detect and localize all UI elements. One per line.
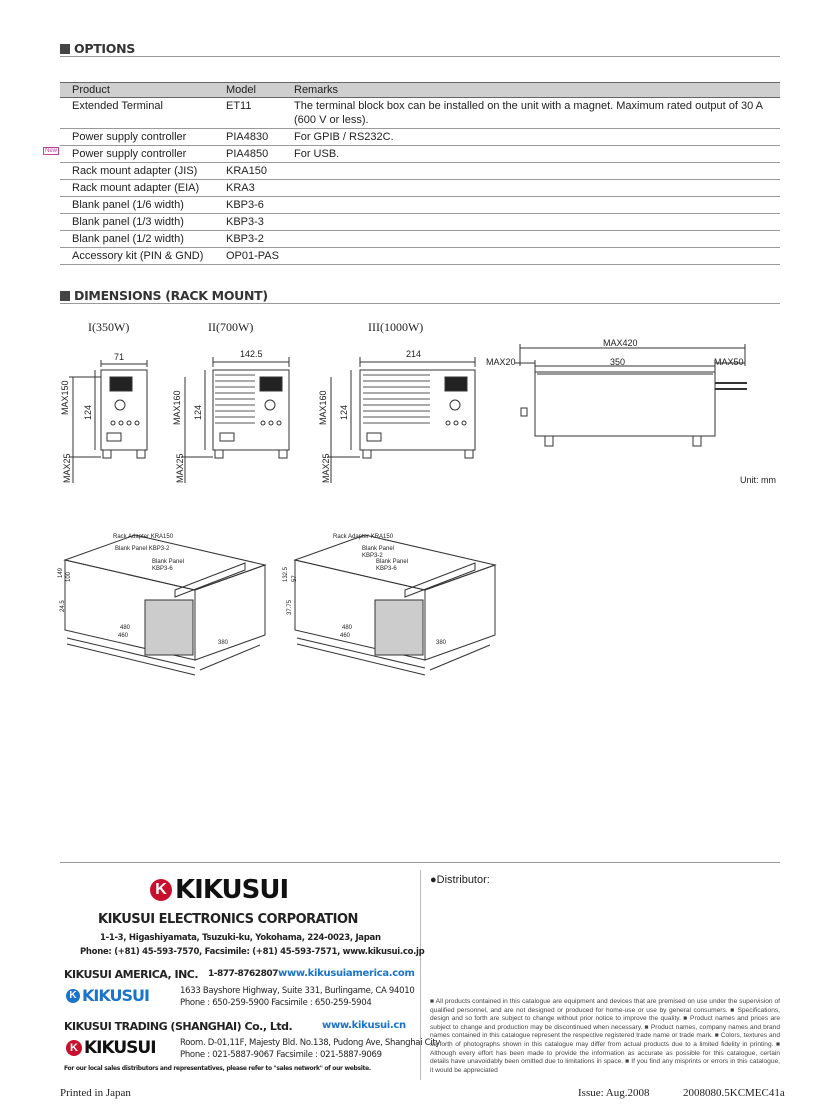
rack2-blank2-label: Blank Panel bbox=[362, 546, 395, 552]
catalogue-code: 2008080.5KCMEC41a bbox=[683, 1087, 785, 1099]
max160-type3: MAX160 bbox=[318, 390, 328, 425]
rack2-blank6-label: Blank Panel bbox=[376, 559, 409, 565]
options-table bbox=[60, 82, 780, 265]
america-logo bbox=[66, 986, 149, 1005]
cell-model: KRA150 bbox=[222, 163, 294, 180]
header-model: Model bbox=[222, 83, 294, 98]
cell-model: KRA3 bbox=[222, 180, 294, 197]
rack1-depth: 380 bbox=[218, 640, 229, 646]
america-name: KIKUSUI AMERICA, INC. bbox=[64, 968, 199, 981]
cell-model: KBP3-2 bbox=[222, 231, 294, 248]
cell-model: OP01-PAS bbox=[222, 248, 294, 265]
max50-label: MAX50 bbox=[714, 357, 744, 367]
cell-product: Blank panel (1/3 width) bbox=[60, 214, 222, 231]
max150-label: MAX150 bbox=[60, 380, 70, 415]
table-row bbox=[60, 98, 780, 129]
rack2-adapter-label: Rack Adapter KRA150 bbox=[333, 534, 394, 540]
rack2-width: 480 bbox=[342, 625, 353, 631]
cell-remarks bbox=[294, 248, 780, 265]
disclaimer-text: ■ All products contained in this catalogue are equipment and devices that are premised on use under the supervision of qualified personnel, and are not designed or produced for home-use or use by general consumers. ■ Specifications, design and so forth are subject to change without prior notice to improve the quality. ■ Product names and prices are subject to change and production may be discontinued when necessary. ■ Product names, company names and brand names contained in this catalogue represent the respective registered trade name or trade mark. ■ Colors, textures and so forth of photographs shown in this catalogue may differ from actual products due to a limited fidelity in printing. ■ Although every effort has been made to provide the information as accurate as possible for this catalogue, certain details have unavoidably been omitted due to limitations in space. ■ If you find any misprints or errors in this catalogue, it would be appreciated bbox=[430, 998, 780, 1074]
shanghai-phone: Phone : 021-5887-9067 Facsimile : 021-5887-9069 bbox=[180, 1050, 382, 1060]
cell-product: Rack mount adapter (EIA) bbox=[60, 180, 222, 197]
unit-label: Unit: mm bbox=[740, 475, 776, 485]
dimensions-title bbox=[60, 288, 268, 303]
side-view-drawing bbox=[515, 338, 785, 453]
cell-remarks bbox=[294, 231, 780, 248]
cell-product: Power supply controller bbox=[60, 146, 222, 163]
bullet-square-icon bbox=[60, 44, 70, 54]
cell-remarks bbox=[294, 163, 780, 180]
shanghai-logo bbox=[66, 1038, 156, 1058]
shanghai-k-icon: K bbox=[66, 1040, 82, 1056]
max25-type2: MAX25 bbox=[175, 453, 185, 483]
cell-product: Accessory kit (PIN & GND) bbox=[60, 248, 222, 265]
width-type3: 214 bbox=[406, 349, 422, 359]
rack2-blank2-model: KBP3-2 bbox=[362, 553, 383, 559]
rack2-height: 132.5 bbox=[283, 566, 289, 582]
bullet-square-icon bbox=[60, 291, 70, 301]
kikusui-logo-text: KIKUSUI bbox=[175, 875, 289, 905]
rack1-height: 149 bbox=[58, 567, 64, 578]
table-row bbox=[60, 197, 780, 214]
h124-type2: 124 bbox=[193, 404, 203, 420]
kikusui-logo bbox=[150, 875, 288, 905]
table-row bbox=[60, 214, 780, 231]
table-row bbox=[60, 180, 780, 197]
max420-label: MAX420 bbox=[603, 338, 638, 348]
dimensions-title-text: DIMENSIONS (RACK MOUNT) bbox=[74, 288, 268, 303]
cell-model: KBP3-6 bbox=[222, 197, 294, 214]
table-row bbox=[60, 129, 780, 146]
table-header bbox=[60, 83, 780, 98]
cell-model: ET11 bbox=[222, 98, 294, 129]
options-title bbox=[60, 41, 135, 56]
max25-type1: MAX25 bbox=[62, 453, 72, 483]
america-tel: 1-877-8762807 bbox=[208, 969, 278, 979]
shanghai-web-link[interactable]: www.kikusui.cn bbox=[322, 1020, 406, 1031]
rack1-blank2-label: Blank Panel KBP3-2 bbox=[115, 546, 170, 552]
max160-type2: MAX160 bbox=[172, 390, 182, 425]
cell-remarks bbox=[294, 197, 780, 214]
rack1-blank6-label: Blank Panel bbox=[152, 559, 185, 565]
max25-type3: MAX25 bbox=[321, 453, 331, 483]
america-phone: Phone : 650-259-5900 Facsimile : 650-259-5904 bbox=[180, 998, 372, 1008]
issue-date: Issue: Aug.2008 bbox=[578, 1087, 650, 1099]
width-type2: 142.5 bbox=[240, 349, 263, 359]
rack2-blank6-model: KBP3-6 bbox=[376, 566, 397, 572]
rack1-height3: 24.5 bbox=[60, 600, 66, 612]
table-row bbox=[60, 163, 780, 180]
h124-type3: 124 bbox=[339, 404, 349, 420]
kikusui-k-icon: K bbox=[150, 879, 172, 901]
shanghai-address: Room. D-01,11F, Majesty Bld. No.138, Pudong Ave, Shanghai City bbox=[180, 1038, 441, 1048]
footer-divider bbox=[420, 870, 421, 1080]
distributor-label: ●Distributor: bbox=[430, 874, 490, 886]
rack2-depth: 380 bbox=[436, 640, 447, 646]
options-title-text: OPTIONS bbox=[74, 41, 135, 56]
max20-label: MAX20 bbox=[486, 357, 516, 367]
sales-network-note: For our local sales distributors and representatives, please refer to "sales network" of our website. bbox=[64, 1065, 371, 1072]
h124-type1: 124 bbox=[83, 404, 93, 420]
table-row bbox=[60, 146, 780, 163]
header-remarks: Remarks bbox=[294, 83, 780, 98]
cell-remarks bbox=[294, 180, 780, 197]
cell-product: Blank panel (1/6 width) bbox=[60, 197, 222, 214]
cell-remarks: For USB. bbox=[294, 146, 780, 163]
depth350-label: 350 bbox=[610, 357, 626, 367]
cell-remarks bbox=[294, 214, 780, 231]
america-address: 1633 Bayshore Highway, Suite 331, Burlingame, CA 94010 bbox=[180, 986, 415, 996]
rack2-height3: 37.75 bbox=[287, 599, 293, 615]
footer-rule bbox=[60, 862, 780, 863]
cell-product: Rack mount adapter (JIS) bbox=[60, 163, 222, 180]
width-type1: 71 bbox=[114, 352, 125, 362]
rack-mount-drawings bbox=[55, 530, 505, 680]
type2-label: II(700W) bbox=[208, 320, 254, 334]
table-row bbox=[60, 248, 780, 265]
table-row bbox=[60, 231, 780, 248]
rack1-width: 480 bbox=[120, 625, 131, 631]
cell-product: Blank panel (1/2 width) bbox=[60, 231, 222, 248]
corp-address: 1-1-3, Higashiyamata, Tsuzuki-ku, Yokohama, 224-0023, Japan bbox=[100, 933, 381, 943]
options-rule bbox=[60, 56, 780, 57]
cell-model: PIA4850 bbox=[222, 146, 294, 163]
america-k-icon: K bbox=[66, 989, 80, 1003]
shanghai-name: KIKUSUI TRADING (SHANGHAI) Co., Ltd. bbox=[64, 1020, 293, 1033]
rack2-width2: 460 bbox=[340, 633, 351, 639]
type1-label: I(350W) bbox=[88, 320, 130, 334]
new-badge: New bbox=[44, 148, 57, 154]
rack1-blank6-model: KBP3-6 bbox=[152, 566, 173, 572]
header-product: Product bbox=[60, 83, 222, 98]
rack1-height2: 100 bbox=[66, 571, 72, 582]
cell-remarks: The terminal block box can be installed on the unit with a magnet. Maximum rated output of 30 A (600 V or less). bbox=[294, 98, 780, 129]
dimensions-rule bbox=[60, 303, 780, 304]
cell-model: PIA4830 bbox=[222, 129, 294, 146]
rack2-height2: 57 bbox=[292, 575, 298, 582]
rack1-width2: 460 bbox=[118, 633, 129, 639]
cell-model: KBP3-3 bbox=[222, 214, 294, 231]
corp-name: KIKUSUI ELECTRONICS CORPORATION bbox=[98, 912, 358, 927]
corp-phone: Phone: (+81) 45-593-7570, Facsimile: (+81) 45-593-7571, www.kikusui.co.jp bbox=[80, 947, 425, 957]
cell-product: Extended Terminal bbox=[60, 98, 222, 129]
america-logo-text: KIKUSUI bbox=[82, 986, 149, 1005]
shanghai-logo-text: KIKUSUI bbox=[84, 1038, 156, 1058]
rack1-adapter-label: Rack Adapter KRA150 bbox=[113, 534, 174, 540]
printed-in: Printed in Japan bbox=[60, 1087, 131, 1099]
america-web-link[interactable]: www.kikusuiamerica.com bbox=[278, 968, 415, 979]
cell-product: Power supply controller bbox=[60, 129, 222, 146]
type3-label: III(1000W) bbox=[368, 320, 424, 334]
cell-remarks: For GPIB / RS232C. bbox=[294, 129, 780, 146]
